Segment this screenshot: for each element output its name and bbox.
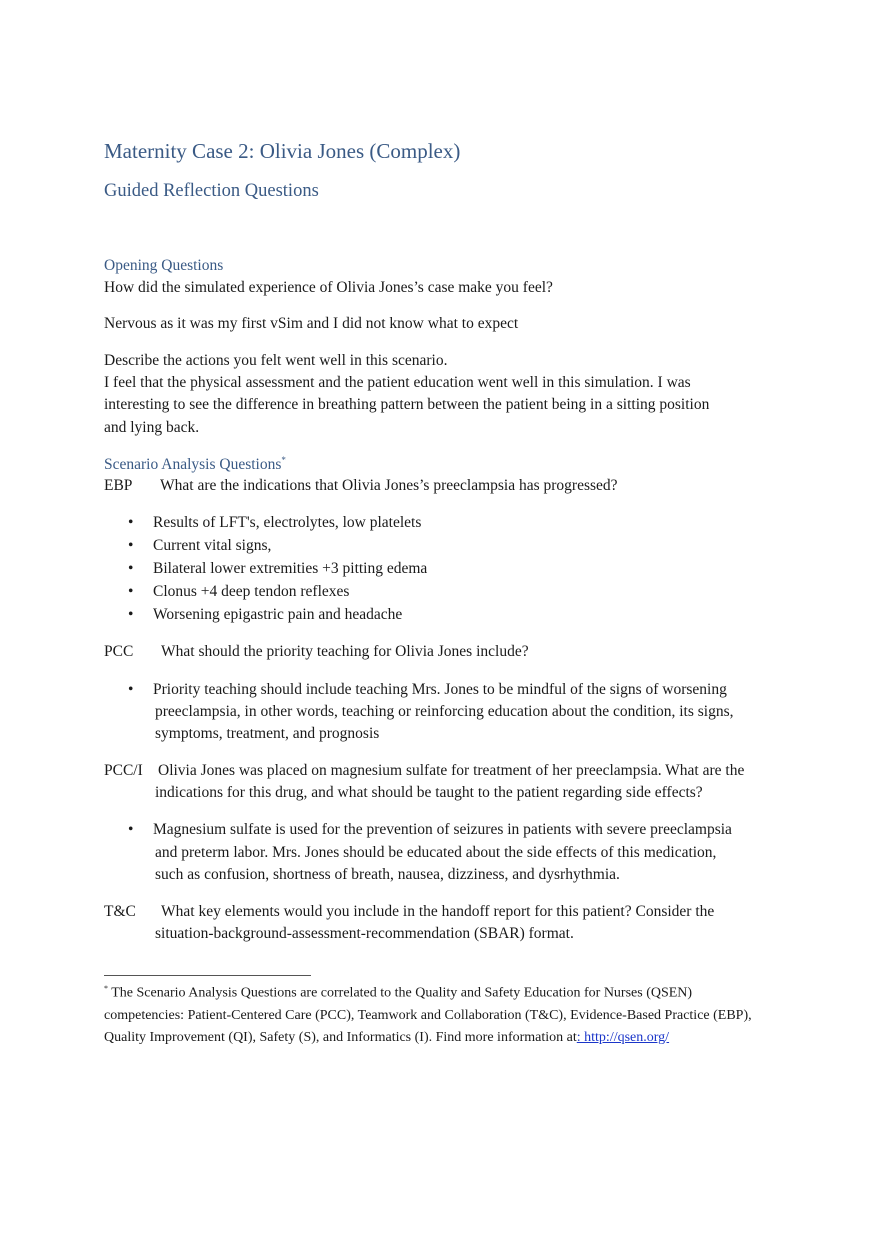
ebp-bullet: Bilateral lower extremities +3 pitting edema — [153, 560, 428, 577]
pcc-answer-line-1: Priority teaching should include teaching Mrs. Jones to be mindful of the signs of worsening — [153, 681, 727, 698]
ebp-bullet: Clonus +4 deep tendon reflexes — [153, 583, 350, 600]
qsen-link[interactable]: : http://qsen.org/ — [576, 1029, 670, 1045]
bullet-icon: • — [128, 514, 134, 531]
footnote-line-3-text: Quality Improvement (QI), Safety (S), and Informatics (I). Find more information at — [104, 1029, 577, 1045]
opening-question-2: Describe the actions you felt went well in this scenario. — [104, 352, 448, 369]
tc-question-line-1: What key elements would you include in the handoff report for this patient? Consider the — [161, 903, 715, 920]
opening-answer-1: Nervous as it was my first vSim and I did not know what to expect — [104, 315, 519, 332]
ebp-bullet: Current vital signs, — [153, 537, 272, 554]
bullet-icon: • — [128, 821, 134, 838]
opening-answer-2-line-2: interesting to see the difference in breathing pattern between the patient being in a sitting position — [104, 396, 710, 413]
bullet-icon: • — [128, 537, 134, 554]
pcc-answer-line-2: preeclampsia, in other words, teaching or reinforcing education about the condition, its signs, — [155, 703, 734, 720]
pcci-answer-line-2: and preterm labor. Mrs. Jones should be educated about the side effects of this medication, — [155, 844, 717, 861]
pcci-answer-line-1: Magnesium sulfate is used for the prevention of seizures in patients with severe preeclampsia — [153, 821, 732, 838]
pcc-question: What should the priority teaching for Olivia Jones include? — [161, 643, 529, 660]
pcc-answer-line-3: symptoms, treatment, and prognosis — [155, 725, 380, 742]
footnote-line-1 — [104, 978, 784, 1005]
footnote-line-2: competencies: Patient-Centered Care (PCC), Teamwork and Collaboration (T&C), Evidence-Based Practice (EBP), — [104, 1007, 752, 1023]
scenario-analysis-heading-text: Scenario Analysis Questions — [104, 456, 282, 474]
pcci-question-line-1: Olivia Jones was placed on magnesium sulfate for treatment of her preeclampsia. What are the — [158, 762, 745, 779]
pcci-code: PCC/I — [104, 762, 143, 779]
footnote-line-3 — [104, 1027, 784, 1049]
ebp-bullet: Results of LFT's, electrolytes, low platelets — [153, 514, 422, 531]
bullet-icon: • — [128, 606, 134, 623]
opening-answer-2-line-3: and lying back. — [104, 419, 200, 436]
pcci-answer-line-3: such as confusion, shortness of breath, nausea, dizziness, and dysrhythmia. — [155, 866, 620, 883]
tc-question-line-2: situation-background-assessment-recommendation (SBAR) format. — [155, 925, 574, 942]
ebp-bullet: Worsening epigastric pain and headache — [153, 606, 403, 623]
opening-questions-heading: Opening Questions — [104, 257, 224, 274]
footnote-mark: * — [104, 984, 108, 993]
bullet-icon: • — [128, 681, 134, 698]
opening-answer-2-line-1: I feel that the physical assessment and the patient education went well in this simulation. I was — [104, 374, 691, 391]
pcc-code: PCC — [104, 643, 134, 660]
tc-code: T&C — [104, 903, 136, 920]
bullet-icon: • — [128, 560, 134, 577]
page-title: Maternity Case 2: Olivia Jones (Complex) — [104, 139, 461, 163]
footnote-divider — [104, 975, 311, 976]
page-subtitle: Guided Reflection Questions — [104, 181, 319, 201]
footnote-line-1-text: The Scenario Analysis Questions are correlated to the Quality and Safety Education for Nurses (QSEN) — [108, 985, 693, 1001]
ebp-code: EBP — [104, 477, 133, 494]
scenario-analysis-heading — [104, 455, 286, 474]
pcci-question-line-2: indications for this drug, and what should be taught to the patient regarding side effects? — [155, 784, 703, 801]
ebp-question: What are the indications that Olivia Jones’s preeclampsia has progressed? — [160, 477, 618, 494]
footnote-marker: * — [281, 455, 286, 465]
footnote — [104, 978, 784, 1049]
bullet-icon: • — [128, 583, 134, 600]
opening-question-1: How did the simulated experience of Olivia Jones’s case make you feel? — [104, 279, 553, 296]
